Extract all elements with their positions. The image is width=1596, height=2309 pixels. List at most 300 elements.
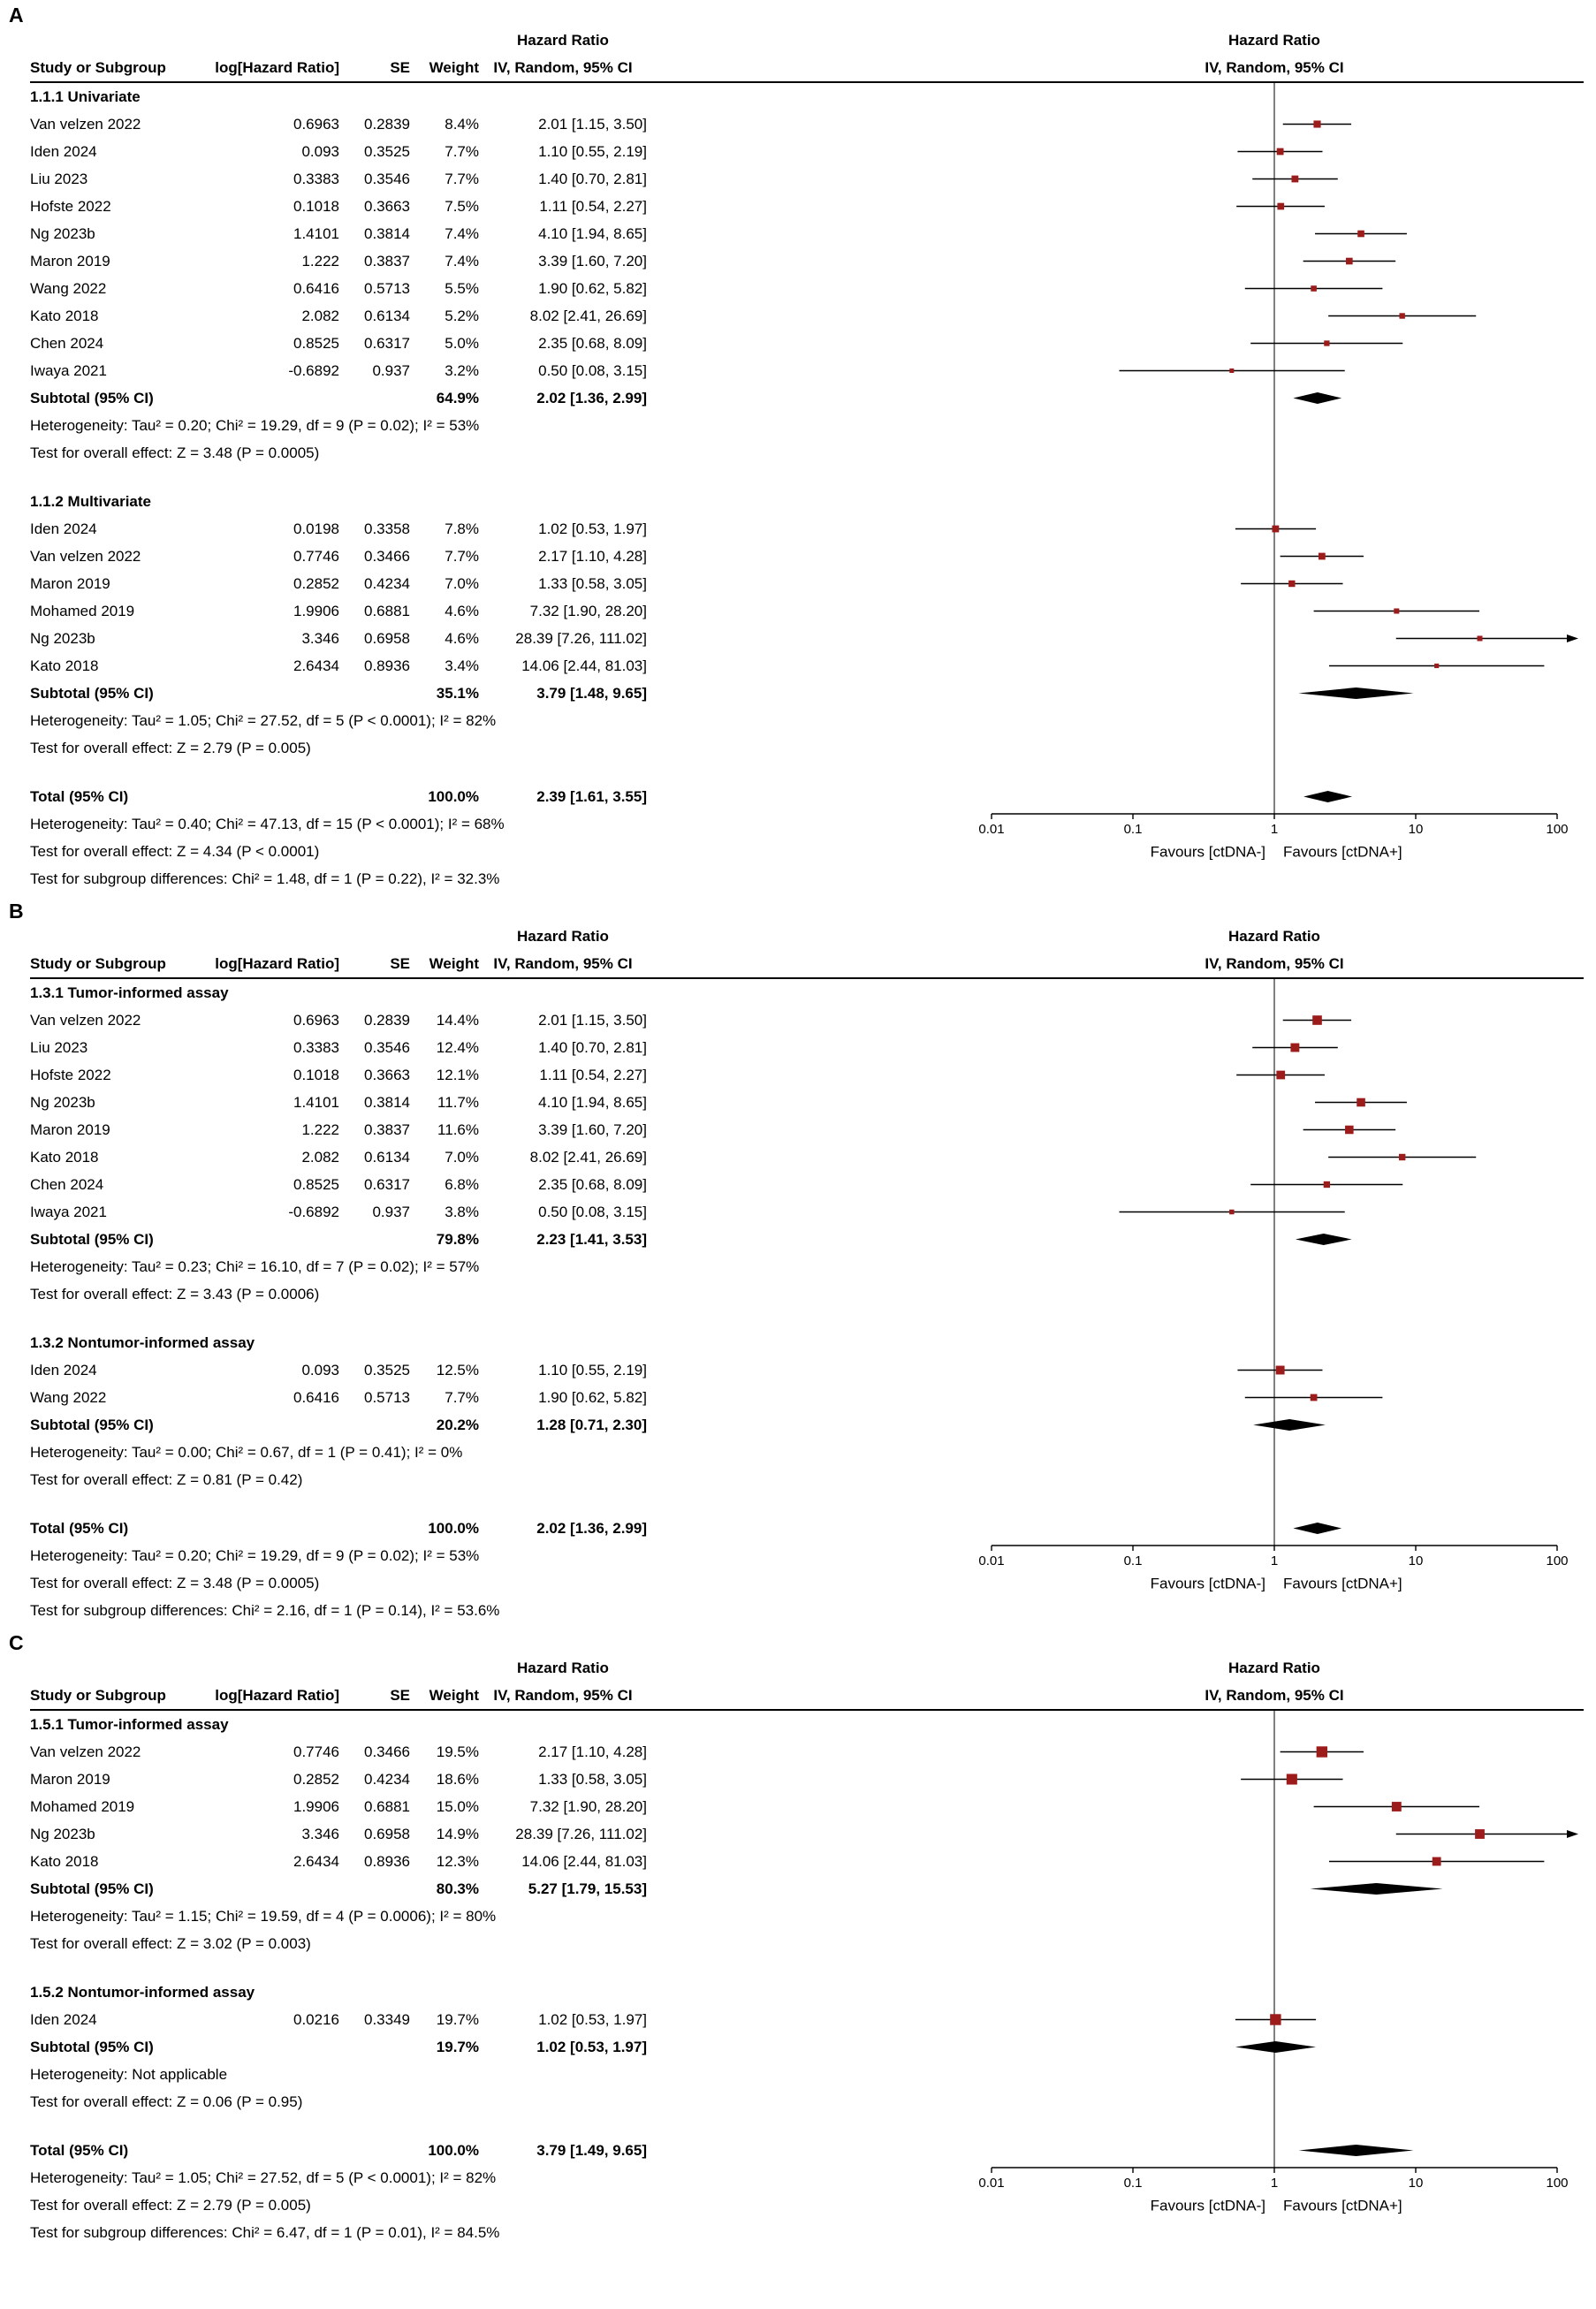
total-row	[30, 1515, 1584, 1542]
study-ci-text: 2.35 [0.68, 8.09]	[538, 335, 647, 352]
effect-square	[1478, 635, 1483, 641]
heterogeneity-text: Heterogeneity: Tau² = 1.15; Chi² = 19.59, df = 4 (P = 0.0006); I² = 80%	[30, 1908, 497, 1925]
effect-square	[1433, 1857, 1441, 1866]
forest-plot-cell	[965, 1738, 1584, 1766]
forest-plot-cell	[965, 1116, 1584, 1143]
forest-plot-canvas	[965, 357, 1584, 384]
subtotal-ci-text: 5.27 [1.79, 15.53]	[528, 1880, 647, 1897]
forest-plot-canvas	[965, 165, 1584, 193]
study-row	[30, 110, 1584, 138]
subtotal-weight: 19.7%	[436, 2039, 479, 2055]
forest-plot-cell	[965, 302, 1584, 330]
effect-square	[1399, 313, 1404, 318]
favours-left-label: Favours [ctDNA-]	[1150, 843, 1265, 861]
study-row	[30, 247, 1584, 275]
study-name: Ng 2023b	[30, 225, 95, 242]
study-name: Iwaya 2021	[30, 1204, 107, 1220]
forest-plot-cell	[965, 1957, 1584, 1979]
stats-hazard-ratio-header: Hazard Ratio	[517, 32, 609, 49]
study-log-hazard-ratio: 0.2852	[293, 1771, 339, 1788]
forest-plot-canvas	[965, 2137, 1584, 2164]
axis-tick-label: 10	[1408, 2176, 1424, 2191]
forest-plot-cell	[965, 1515, 1584, 1542]
subgroup-title: 1.1.2 Multivariate	[30, 493, 152, 510]
study-se: 0.3525	[364, 1362, 410, 1379]
study-weight: 7.5%	[445, 198, 479, 215]
forest-plot-canvas	[965, 2191, 1584, 2219]
heterogeneity-text-row	[30, 1439, 1584, 1466]
study-log-hazard-ratio: 2.082	[301, 308, 339, 324]
study-ci-text: 2.01 [1.15, 3.50]	[538, 1012, 647, 1029]
study-row	[30, 357, 1584, 384]
forest-plot-cell	[965, 1226, 1584, 1253]
forest-plot-canvas	[965, 220, 1584, 247]
overall-effect-text-row	[30, 1569, 1584, 1597]
study-row	[30, 1384, 1584, 1411]
study-row	[30, 570, 1584, 597]
total-weight: 100.0%	[428, 788, 479, 805]
study-se: 0.6317	[364, 335, 410, 352]
forest-plot-canvas	[965, 1006, 1584, 1034]
study-weight: 6.8%	[445, 1176, 479, 1193]
heterogeneity-text: Heterogeneity: Tau² = 0.40; Chi² = 47.13, df = 15 (P < 0.0001); I² = 68%	[30, 816, 505, 832]
study-name: Hofste 2022	[30, 1067, 111, 1083]
effect-square	[1317, 1746, 1327, 1757]
forest-plot-cell	[965, 2191, 1584, 2219]
favours-right-label: Favours [ctDNA+]	[1283, 2197, 1402, 2214]
study-weight: 19.5%	[436, 1743, 479, 1760]
axis-tick-label: 100	[1546, 1553, 1569, 1568]
forest-plot-cell	[965, 1711, 1584, 1738]
subgroup-header-row	[30, 1711, 1584, 1738]
study-log-hazard-ratio: 3.346	[301, 1826, 339, 1842]
subtotal-ci-text: 2.23 [1.41, 3.53]	[536, 1231, 647, 1248]
study-log-hazard-ratio: 0.7746	[293, 548, 339, 565]
study-log-hazard-ratio: 0.6416	[293, 1389, 339, 1406]
study-ci-text: 8.02 [2.41, 26.69]	[529, 1149, 647, 1166]
effect-square	[1290, 1044, 1299, 1052]
study-se: 0.3663	[364, 1067, 410, 1083]
forest-plot-cell	[965, 1143, 1584, 1171]
study-weight: 7.0%	[445, 575, 479, 592]
study-weight: 19.7%	[436, 2011, 479, 2028]
forest-plot-canvas	[965, 1226, 1584, 1253]
study-weight: 5.2%	[445, 308, 479, 324]
study-log-hazard-ratio: 0.1018	[293, 198, 339, 215]
study-se: 0.6958	[364, 1826, 410, 1842]
study-log-hazard-ratio: 0.2852	[293, 575, 339, 592]
forest-plot-cell	[965, 1384, 1584, 1411]
study-se: 0.3814	[364, 225, 410, 242]
forest-plot-canvas	[965, 2164, 1584, 2191]
overall-effect-text-row	[30, 2088, 1584, 2115]
study-weight: 5.0%	[445, 335, 479, 352]
favours-left-label: Favours [ctDNA-]	[1150, 1575, 1265, 1592]
study-se: 0.6881	[364, 1798, 410, 1815]
study-ci-text: 1.10 [0.55, 2.19]	[538, 143, 647, 160]
total-ci-text: 2.02 [1.36, 2.99]	[536, 1520, 647, 1537]
forest-plot-cell	[965, 652, 1584, 680]
column-header-ci: IV, Random, 95% CI	[493, 59, 633, 76]
study-log-hazard-ratio: 0.0198	[293, 520, 339, 537]
study-name: Liu 2023	[30, 171, 88, 187]
pooled-diamond	[1303, 791, 1352, 802]
study-row	[30, 220, 1584, 247]
study-ci-text: 2.17 [1.10, 4.28]	[538, 1743, 647, 1760]
study-name: Liu 2023	[30, 1039, 88, 1056]
overall-effect-text: Test for overall effect: Z = 4.34 (P < 0.0001)	[30, 843, 320, 860]
column-header-loghr: log[Hazard Ratio]	[215, 955, 339, 972]
effect-square	[1399, 1154, 1405, 1160]
plot-column-header-ci: IV, Random, 95% CI	[1205, 1687, 1344, 1704]
heterogeneity-text: Heterogeneity: Not applicable	[30, 2066, 228, 2083]
heterogeneity-text: Heterogeneity: Tau² = 1.05; Chi² = 27.52, df = 5 (P < 0.0001); I² = 82%	[30, 2169, 497, 2186]
heterogeneity-text-row	[30, 2164, 1584, 2191]
column-header-study: Study or Subgroup	[30, 955, 166, 972]
forest-plot-cell	[965, 357, 1584, 384]
study-name: Kato 2018	[30, 657, 99, 674]
forest-plot-canvas	[965, 2061, 1584, 2088]
study-row	[30, 1738, 1584, 1766]
forest-plot-canvas	[965, 2033, 1584, 2061]
forest-plot-cell	[965, 2061, 1584, 2088]
forest-plot-cell	[965, 1569, 1584, 1597]
effect-square	[1288, 581, 1295, 587]
study-se: 0.8936	[364, 1853, 410, 1870]
effect-square	[1229, 1210, 1234, 1214]
study-name: Maron 2019	[30, 253, 110, 270]
pooled-diamond	[1310, 1883, 1442, 1895]
study-weight: 7.4%	[445, 253, 479, 270]
spacer-row	[30, 2115, 1584, 2137]
axis-tick-label: 10	[1408, 822, 1424, 837]
forest-plot-cell	[965, 734, 1584, 762]
study-row	[30, 597, 1584, 625]
forest-plot-cell	[965, 110, 1584, 138]
study-name: Chen 2024	[30, 335, 104, 352]
study-weight: 11.6%	[437, 1121, 479, 1138]
study-log-hazard-ratio: 0.6963	[293, 1012, 339, 1029]
heterogeneity-text: Heterogeneity: Tau² = 0.20; Chi² = 19.29, df = 9 (P = 0.02); I² = 53%	[30, 417, 480, 434]
subtotal-label: Subtotal (95% CI)	[30, 1231, 154, 1248]
heterogeneity-text-row	[30, 2061, 1584, 2088]
forest-plot-canvas	[965, 2115, 1584, 2137]
study-row	[30, 515, 1584, 543]
study-row	[30, 138, 1584, 165]
study-ci-text: 14.06 [2.44, 81.03]	[521, 1853, 647, 1870]
study-ci-text: 1.33 [0.58, 3.05]	[538, 1771, 647, 1788]
study-log-hazard-ratio: 0.8525	[293, 1176, 339, 1193]
overall-effect-text-row	[30, 1280, 1584, 1308]
study-se: 0.4234	[364, 1771, 410, 1788]
study-ci-text: 3.39 [1.60, 7.20]	[538, 1121, 647, 1138]
forest-plot-canvas	[965, 1957, 1584, 1979]
heterogeneity-text-row	[30, 1542, 1584, 1569]
study-se: 0.937	[372, 362, 410, 379]
forest-plot-cell	[965, 165, 1584, 193]
effect-square	[1287, 1774, 1297, 1784]
study-weight: 7.7%	[445, 143, 479, 160]
study-se: 0.3837	[364, 1121, 410, 1138]
forest-plot-cell	[965, 439, 1584, 467]
forest-plot-cell	[965, 1061, 1584, 1089]
study-log-hazard-ratio: 3.346	[301, 630, 339, 647]
panel-label: A	[9, 4, 24, 27]
pooled-diamond	[1296, 1234, 1352, 1245]
total-label: Total (95% CI)	[30, 2142, 129, 2159]
forest-plot-canvas	[965, 979, 1584, 1006]
stats-hazard-ratio-header: Hazard Ratio	[517, 928, 609, 945]
forest-plot-cell	[965, 1356, 1584, 1384]
column-header-se: SE	[390, 59, 410, 76]
forest-plot-canvas	[965, 1766, 1584, 1793]
total-label: Total (95% CI)	[30, 1520, 129, 1537]
study-ci-text: 8.02 [2.41, 26.69]	[529, 308, 647, 324]
subgroup-differences-text: Test for subgroup differences: Chi² = 1.48, df = 1 (P = 0.22), I² = 32.3%	[30, 870, 500, 887]
pooled-diamond	[1293, 1523, 1341, 1534]
study-name: Van velzen 2022	[30, 1743, 141, 1760]
subtotal-row	[30, 1875, 1584, 1903]
forest-plot-canvas	[965, 1411, 1584, 1439]
subtotal-row	[30, 1411, 1584, 1439]
study-weight: 12.1%	[436, 1067, 479, 1083]
forest-plot-canvas	[965, 838, 1584, 865]
study-log-hazard-ratio: 0.093	[301, 143, 339, 160]
study-se: 0.937	[372, 1204, 410, 1220]
subtotal-label: Subtotal (95% CI)	[30, 1880, 154, 1897]
study-ci-text: 1.40 [0.70, 2.81]	[538, 171, 647, 187]
effect-header-row	[30, 27, 1584, 54]
subgroup-header-row	[30, 1979, 1584, 2006]
study-log-hazard-ratio: 0.1018	[293, 1067, 339, 1083]
study-name: Iden 2024	[30, 520, 97, 537]
pooled-diamond	[1253, 1419, 1326, 1431]
study-weight: 4.6%	[445, 630, 479, 647]
study-row	[30, 1116, 1584, 1143]
forest-plot-canvas	[965, 810, 1584, 838]
forest-plot-cell	[965, 1793, 1584, 1820]
forest-plot-canvas	[965, 1930, 1584, 1957]
column-header-loghr: log[Hazard Ratio]	[215, 59, 339, 76]
column-header-ci: IV, Random, 95% CI	[493, 1687, 633, 1704]
forest-plot-cell	[965, 384, 1584, 412]
forest-plot-canvas	[965, 1116, 1584, 1143]
effect-header-row	[30, 1654, 1584, 1682]
heterogeneity-text-row	[30, 1253, 1584, 1280]
study-name: Kato 2018	[30, 308, 99, 324]
study-name: Wang 2022	[30, 1389, 107, 1406]
forest-plot-cell	[965, 1903, 1584, 1930]
study-log-hazard-ratio: 2.6434	[293, 1853, 339, 1870]
study-ci-text: 1.10 [0.55, 2.19]	[538, 1362, 647, 1379]
column-header-weight: Weight	[429, 955, 479, 972]
plot-hazard-ratio-header: Hazard Ratio	[1228, 928, 1320, 945]
study-row	[30, 2006, 1584, 2033]
forest-plot-canvas	[965, 762, 1584, 783]
study-ci-text: 0.50 [0.08, 3.15]	[538, 1204, 647, 1220]
study-se: 0.3525	[364, 143, 410, 160]
stats-hazard-ratio-header: Hazard Ratio	[517, 1660, 609, 1676]
column-header-weight: Weight	[429, 59, 479, 76]
forest-plot-cell	[965, 1930, 1584, 1957]
subtotal-weight: 64.9%	[436, 390, 479, 406]
axis-tick-label: 0.01	[978, 2176, 1005, 2191]
study-log-hazard-ratio: 1.222	[301, 253, 339, 270]
forest-plot-canvas	[965, 1061, 1584, 1089]
study-row	[30, 1089, 1584, 1116]
forest-plot-cell	[965, 2115, 1584, 2137]
forest-plot-canvas	[965, 1439, 1584, 1466]
effect-square	[1276, 1366, 1285, 1375]
subtotal-row	[30, 384, 1584, 412]
forest-plot-cell	[965, 838, 1584, 865]
study-name: Ng 2023b	[30, 1094, 95, 1111]
effect-square	[1312, 1015, 1322, 1025]
forest-plot-cell	[965, 1875, 1584, 1903]
study-weight: 7.8%	[445, 520, 479, 537]
study-log-hazard-ratio: 1.9906	[293, 1798, 339, 1815]
study-row	[30, 652, 1584, 680]
study-weight: 12.5%	[436, 1362, 479, 1379]
study-se: 0.6134	[364, 1149, 410, 1166]
subgroup-title: 1.5.1 Tumor-informed assay	[30, 1716, 229, 1733]
forest-plot-cell	[965, 2137, 1584, 2164]
study-name: Kato 2018	[30, 1853, 99, 1870]
plot-hazard-ratio-header: Hazard Ratio	[1228, 1660, 1320, 1676]
forest-plot-canvas	[965, 1820, 1584, 1848]
study-se: 0.5713	[364, 1389, 410, 1406]
forest-plot-cell	[965, 1493, 1584, 1515]
effect-square	[1394, 608, 1399, 613]
total-ci-text: 2.39 [1.61, 3.55]	[536, 788, 647, 805]
pooled-diamond	[1235, 2041, 1316, 2053]
study-weight: 5.5%	[445, 280, 479, 297]
study-name: Iwaya 2021	[30, 362, 107, 379]
axis-tick-label: 0.01	[978, 1553, 1005, 1568]
study-ci-text: 7.32 [1.90, 28.20]	[529, 1798, 647, 1815]
forest-plot-canvas	[965, 302, 1584, 330]
study-se: 0.6134	[364, 308, 410, 324]
study-weight: 7.7%	[445, 171, 479, 187]
subgroup-header-row	[30, 488, 1584, 515]
study-ci-text: 1.11 [0.54, 2.27]	[539, 1067, 647, 1083]
study-ci-text: 4.10 [1.94, 8.65]	[538, 1094, 647, 1111]
forest-plot-cell	[965, 1034, 1584, 1061]
spacer-row	[30, 467, 1584, 488]
effect-square	[1291, 176, 1298, 183]
study-weight: 14.4%	[436, 1012, 479, 1029]
total-row	[30, 2137, 1584, 2164]
forest-plot-canvas	[965, 1875, 1584, 1903]
subgroup-differences-text-row	[30, 865, 1584, 892]
forest-plot-cell	[965, 1979, 1584, 2006]
study-row	[30, 330, 1584, 357]
subtotal-ci-text: 1.02 [0.53, 1.97]	[536, 2039, 647, 2055]
forest-plot-cell	[965, 412, 1584, 439]
column-header-row	[30, 54, 1584, 83]
axis-tick-label: 0.1	[1123, 1553, 1143, 1568]
heterogeneity-text-row	[30, 810, 1584, 838]
study-ci-text: 1.40 [0.70, 2.81]	[538, 1039, 647, 1056]
subgroup-differences-text-row	[30, 2219, 1584, 2246]
subtotal-weight: 35.1%	[436, 685, 479, 702]
heterogeneity-text: Heterogeneity: Tau² = 0.00; Chi² = 0.67, df = 1 (P = 0.41); I² = 0%	[30, 1444, 463, 1461]
forest-plot-canvas	[965, 1711, 1584, 1738]
study-row	[30, 1061, 1584, 1089]
forest-plot-canvas	[965, 1848, 1584, 1875]
overall-effect-text: Test for overall effect: Z = 3.48 (P = 0.0005)	[30, 1575, 320, 1591]
study-ci-text: 2.01 [1.15, 3.50]	[538, 116, 647, 133]
study-log-hazard-ratio: 0.0216	[293, 2011, 339, 2028]
study-se: 0.3466	[364, 1743, 410, 1760]
forest-plot-canvas	[965, 1280, 1584, 1308]
forest-plot-cell	[965, 810, 1584, 838]
study-name: Chen 2024	[30, 1176, 104, 1193]
forest-plot-cell	[965, 1542, 1584, 1569]
subtotal-label: Subtotal (95% CI)	[30, 390, 154, 406]
forest-plot-cell	[965, 1198, 1584, 1226]
study-name: Mohamed 2019	[30, 603, 135, 619]
forest-plot-cell	[965, 543, 1584, 570]
forest-plot-cell	[965, 193, 1584, 220]
study-se: 0.8936	[364, 657, 410, 674]
forest-plot-cell	[965, 1280, 1584, 1308]
study-name: Van velzen 2022	[30, 548, 141, 565]
axis-tick-label: 0.01	[978, 822, 1005, 837]
forest-plot-cell	[965, 1848, 1584, 1875]
overall-effect-text: Test for overall effect: Z = 2.79 (P = 0.005)	[30, 2197, 311, 2214]
effect-square	[1357, 231, 1364, 238]
forest-plot-cell	[965, 1006, 1584, 1034]
axis-tick-label: 100	[1546, 822, 1569, 837]
study-name: Kato 2018	[30, 1149, 99, 1166]
favours-right-label: Favours [ctDNA+]	[1283, 1575, 1402, 1592]
study-name: Mohamed 2019	[30, 1798, 135, 1815]
forest-plot-canvas	[965, 1034, 1584, 1061]
study-se: 0.4234	[364, 575, 410, 592]
study-row	[30, 543, 1584, 570]
effect-square	[1313, 120, 1320, 127]
forest-plot-canvas	[965, 543, 1584, 570]
study-ci-text: 2.17 [1.10, 4.28]	[538, 548, 647, 565]
effect-square	[1270, 2014, 1281, 2024]
effect-square	[1277, 203, 1284, 210]
overall-effect-text: Test for overall effect: Z = 0.06 (P = 0.95)	[30, 2093, 303, 2110]
forest-plot-canvas	[965, 488, 1584, 515]
study-weight: 3.8%	[445, 1204, 479, 1220]
forest-plot-canvas	[965, 83, 1584, 110]
study-log-hazard-ratio: 0.3383	[293, 171, 339, 187]
study-name: Maron 2019	[30, 1121, 110, 1138]
forest-plot-canvas	[965, 330, 1584, 357]
study-weight: 7.7%	[445, 1389, 479, 1406]
axis-tick-label: 1	[1270, 2176, 1279, 2191]
effect-square	[1324, 340, 1329, 346]
study-log-hazard-ratio: 1.4101	[293, 225, 339, 242]
study-ci-text: 2.35 [0.68, 8.09]	[538, 1176, 647, 1193]
total-label: Total (95% CI)	[30, 788, 129, 805]
study-se: 0.5713	[364, 280, 410, 297]
study-se: 0.3358	[364, 520, 410, 537]
forest-plot-cell	[965, 488, 1584, 515]
forest-plot-canvas	[965, 1089, 1584, 1116]
column-header-row	[30, 950, 1584, 979]
plot-hazard-ratio-header: Hazard Ratio	[1228, 32, 1320, 49]
effect-square	[1229, 368, 1234, 373]
study-weight: 4.6%	[445, 603, 479, 619]
subgroup-header-row	[30, 83, 1584, 110]
spacer-row	[30, 762, 1584, 783]
